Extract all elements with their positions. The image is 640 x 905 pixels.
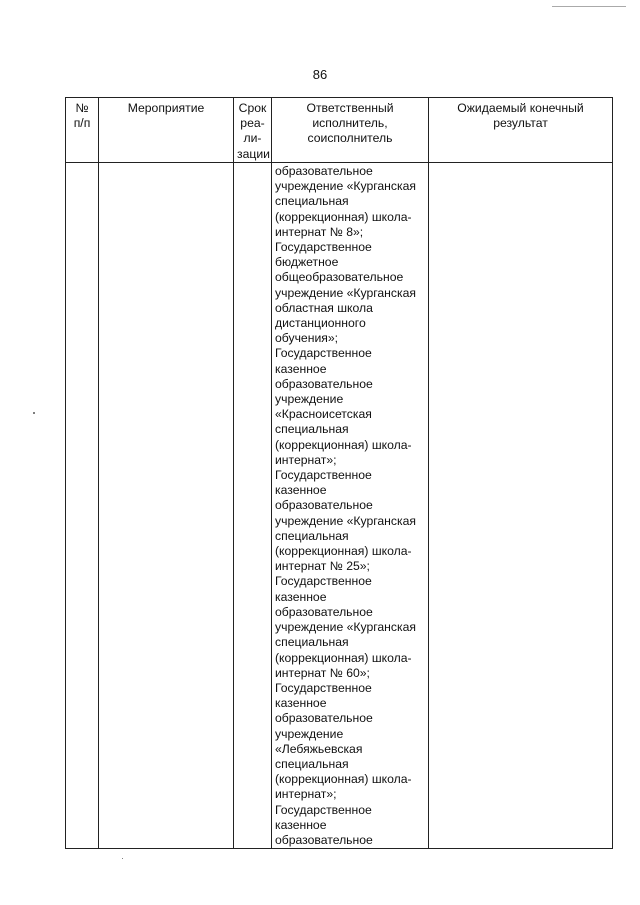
executor-line: (коррекционная) школа- bbox=[275, 209, 412, 224]
page-number: 86 bbox=[312, 67, 328, 82]
executor-line: интернат»; bbox=[275, 452, 337, 467]
executor-line: казенное bbox=[275, 483, 327, 498]
executor-line: образовательное bbox=[275, 711, 373, 726]
executor-line: учреждение «Курганская bbox=[275, 513, 416, 528]
executor-line: Государственное bbox=[275, 240, 372, 255]
cell-executor bbox=[272, 163, 429, 849]
executor-line: Государственное bbox=[275, 346, 372, 361]
executor-line: Государственное bbox=[275, 574, 372, 589]
col-header-term: Срок реа- ли- зации bbox=[234, 98, 272, 163]
executor-line: (коррекционная) школа- bbox=[275, 772, 412, 787]
executor-line: образовательное bbox=[275, 832, 373, 847]
executor-line: образовательное bbox=[275, 604, 373, 619]
executor-line: специальная bbox=[275, 528, 349, 543]
col-header-event: Мероприятие bbox=[99, 98, 234, 163]
executor-line: Государственное bbox=[275, 680, 372, 695]
executor-line: казенное bbox=[275, 817, 327, 832]
col-header-executor: Ответственный исполнитель, соисполнитель bbox=[272, 98, 429, 163]
executor-line: специальная bbox=[275, 756, 349, 771]
scan-mark-top bbox=[552, 6, 626, 7]
executor-line: учреждение «Курганская bbox=[275, 179, 416, 194]
table-row bbox=[66, 163, 613, 849]
executor-line: интернат № 8»; bbox=[275, 224, 364, 239]
executor-line: бюджетное bbox=[275, 255, 339, 270]
cell-event bbox=[99, 163, 234, 849]
executor-line: (коррекционная) школа- bbox=[275, 437, 412, 452]
col-header-number: № п/п bbox=[66, 98, 99, 163]
executor-line: казенное bbox=[275, 361, 327, 376]
executor-line: образовательное bbox=[275, 164, 373, 178]
executor-line: дистанционного bbox=[275, 316, 366, 331]
executor-line: специальная bbox=[275, 635, 349, 650]
table-header-row bbox=[66, 98, 613, 163]
executor-line: образовательное bbox=[275, 498, 373, 513]
executor-line: специальная bbox=[275, 194, 349, 209]
executor-line: областная школа bbox=[275, 300, 373, 315]
cell-number bbox=[66, 163, 99, 849]
executor-line: (коррекционная) школа- bbox=[275, 650, 412, 665]
executor-line: интернат № 25»; bbox=[275, 559, 370, 574]
executor-line: «Красноисетская bbox=[275, 407, 372, 422]
executor-line: Государственное bbox=[275, 468, 372, 483]
executor-line: (коррекционная) школа- bbox=[275, 544, 412, 559]
measures-table bbox=[65, 97, 613, 849]
cell-result bbox=[429, 163, 613, 849]
executor-line: казенное bbox=[275, 589, 327, 604]
executor-line: интернат № 60»; bbox=[275, 665, 370, 680]
executor-line: образовательное bbox=[275, 376, 373, 391]
scan-speck bbox=[122, 858, 123, 859]
executor-line: учреждение «Курганская bbox=[275, 620, 416, 635]
executor-line: учреждение «Курганская bbox=[275, 285, 416, 300]
executor-line: общеобразовательное bbox=[275, 270, 404, 285]
executor-line: специальная bbox=[275, 422, 349, 437]
executor-line: Государственное bbox=[275, 802, 372, 817]
col-header-result: Ожидаемый конечный результат bbox=[429, 98, 613, 163]
executor-line: интернат»; bbox=[275, 787, 337, 802]
executor-line: учреждение bbox=[275, 726, 344, 741]
executor-line: «Лебяжьевская bbox=[275, 741, 363, 756]
executor-lines bbox=[275, 164, 425, 848]
cell-term bbox=[234, 163, 272, 849]
executor-line: учреждение bbox=[275, 392, 344, 407]
executor-line: казенное bbox=[275, 696, 327, 711]
scan-speck bbox=[33, 412, 35, 414]
executor-line: обучения»; bbox=[275, 331, 339, 346]
